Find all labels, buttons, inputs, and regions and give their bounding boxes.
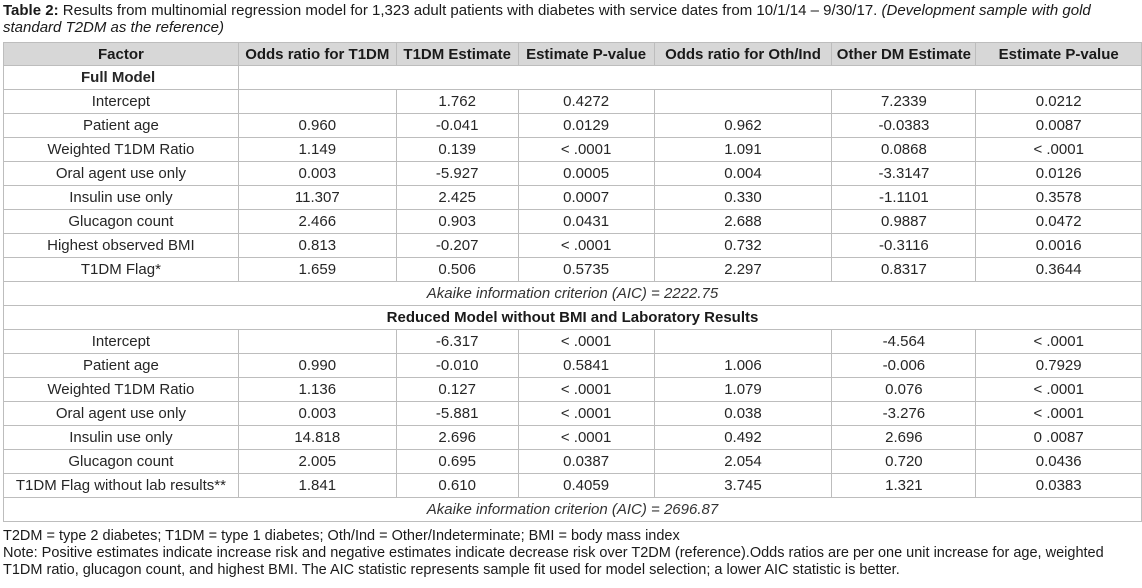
cell-other-p-value: 0.0383 (976, 474, 1142, 498)
cell-t1dm-estimate: 0.127 (396, 378, 518, 402)
cell-t1dm-p-value: 0.4272 (518, 90, 654, 114)
cell-t1dm-estimate: 1.762 (396, 90, 518, 114)
table-row (4, 474, 1142, 498)
cell-t1dm-p-value: 0.0005 (518, 162, 654, 186)
cell-odds-ratio-oth-ind: 2.054 (654, 450, 832, 474)
cell-other-dm-estimate: -0.3116 (832, 234, 976, 258)
cell-other-p-value: 0.7929 (976, 354, 1142, 378)
caption-text: Results from multinomial regression model for 1,323 adult patients with diabetes with service dates from 10/1/14 – 9/30/17. (58, 2, 882, 19)
cell-t1dm-p-value: 0.0431 (518, 210, 654, 234)
cell-factor: Glucagon count (4, 210, 239, 234)
cell-other-p-value: 0.0436 (976, 450, 1142, 474)
cell-t1dm-estimate: 0.610 (396, 474, 518, 498)
cell-t1dm-p-value: < .0001 (518, 426, 654, 450)
cell-odds-ratio-oth-ind: 0.492 (654, 426, 832, 450)
header-row (4, 43, 1142, 66)
caption-italic-note: (Development sample with gold standard T2DM as the reference) (3, 2, 1091, 36)
cell-other-dm-estimate: 1.321 (832, 474, 976, 498)
cell-t1dm-p-value: 0.0007 (518, 186, 654, 210)
cell-other-p-value: < .0001 (976, 330, 1142, 354)
cell-t1dm-p-value: 0.0387 (518, 450, 654, 474)
cell-t1dm-estimate: 2.425 (396, 186, 518, 210)
cell-other-dm-estimate: 0.0868 (832, 138, 976, 162)
cell-other-dm-estimate: -1.1101 (832, 186, 976, 210)
cell-other-p-value: 0.0016 (976, 234, 1142, 258)
cell-odds-ratio-t1dm: 2.466 (238, 210, 396, 234)
cell-t1dm-estimate: -6.317 (396, 330, 518, 354)
cell-other-p-value: 0.3644 (976, 258, 1142, 282)
cell-t1dm-estimate: -5.927 (396, 162, 518, 186)
cell-t1dm-estimate: 2.696 (396, 426, 518, 450)
cell-other-dm-estimate: 0.720 (832, 450, 976, 474)
header-factor: Factor (4, 43, 239, 66)
cell-odds-ratio-t1dm: 0.003 (238, 402, 396, 426)
cell-other-p-value: 0.0087 (976, 114, 1142, 138)
table-row (4, 450, 1142, 474)
cell-factor: Patient age (4, 354, 239, 378)
caption-label: Table 2: (3, 2, 59, 19)
cell-factor: Patient age (4, 114, 239, 138)
cell-odds-ratio-oth-ind: 0.962 (654, 114, 832, 138)
table-row (4, 186, 1142, 210)
cell-t1dm-p-value: < .0001 (518, 378, 654, 402)
table-row (4, 426, 1142, 450)
cell-odds-ratio-t1dm: 11.307 (238, 186, 396, 210)
cell-factor: Intercept (4, 90, 239, 114)
regression-results-table (3, 42, 1142, 522)
cell-odds-ratio-t1dm (238, 330, 396, 354)
cell-other-dm-estimate: 0.8317 (832, 258, 976, 282)
cell-odds-ratio-oth-ind: 1.091 (654, 138, 832, 162)
cell-odds-ratio-oth-ind: 0.004 (654, 162, 832, 186)
cell-odds-ratio-oth-ind (654, 330, 832, 354)
cell-odds-ratio-oth-ind: 1.079 (654, 378, 832, 402)
cell-odds-ratio-oth-ind (654, 90, 832, 114)
cell-other-p-value: < .0001 (976, 378, 1142, 402)
cell-t1dm-estimate: 0.139 (396, 138, 518, 162)
cell-t1dm-estimate: 0.903 (396, 210, 518, 234)
cell-t1dm-p-value: 0.4059 (518, 474, 654, 498)
cell-t1dm-p-value: < .0001 (518, 402, 654, 426)
cell-other-dm-estimate: 2.696 (832, 426, 976, 450)
aic-value: Akaike information criterion (AIC) = 2222.75 (4, 282, 1142, 306)
table-footnotes (3, 528, 1139, 579)
section-row-full-model (4, 66, 1142, 90)
cell-other-p-value: 0.3578 (976, 186, 1142, 210)
cell-t1dm-p-value: 0.5841 (518, 354, 654, 378)
cell-t1dm-p-value: 0.0129 (518, 114, 654, 138)
table-row (4, 402, 1142, 426)
table-row (4, 90, 1142, 114)
interpretation-note: Note: Positive estimates indicate increase risk and negative estimates indicate decrease risk over T2DM (reference).Odds ratios are per one unit increase for age, weighted T1DM ratio, glucagon count, and highest BMI. The AIC statistic represents sample fit used for model selection; a lower AIC statistic is better. (3, 545, 1104, 578)
cell-factor: T1DM Flag without lab results** (4, 474, 239, 498)
cell-odds-ratio-oth-ind: 1.006 (654, 354, 832, 378)
cell-odds-ratio-t1dm: 1.136 (238, 378, 396, 402)
section-title: Reduced Model without BMI and Laboratory Results (4, 306, 1142, 330)
cell-other-p-value: < .0001 (976, 402, 1142, 426)
cell-other-dm-estimate: -0.0383 (832, 114, 976, 138)
cell-factor: Oral agent use only (4, 402, 239, 426)
aic-value: Akaike information criterion (AIC) = 2696.87 (4, 498, 1142, 522)
cell-t1dm-estimate: -5.881 (396, 402, 518, 426)
cell-other-dm-estimate: -4.564 (832, 330, 976, 354)
table-row (4, 162, 1142, 186)
table-row (4, 210, 1142, 234)
table-row (4, 378, 1142, 402)
header-odds-ratio-oth-ind: Odds ratio for Oth/Ind (654, 43, 832, 66)
aic-row (4, 282, 1142, 306)
cell-t1dm-estimate: -0.010 (396, 354, 518, 378)
cell-odds-ratio-t1dm (238, 90, 396, 114)
section-row-reduced-model (4, 306, 1142, 330)
cell-odds-ratio-t1dm: 0.960 (238, 114, 396, 138)
table-row (4, 138, 1142, 162)
cell-other-dm-estimate: 0.076 (832, 378, 976, 402)
cell-t1dm-estimate: 0.506 (396, 258, 518, 282)
cell-t1dm-estimate: 0.695 (396, 450, 518, 474)
cell-other-dm-estimate: 0.9887 (832, 210, 976, 234)
cell-t1dm-p-value: < .0001 (518, 138, 654, 162)
cell-other-p-value: 0.0472 (976, 210, 1142, 234)
table-caption (3, 2, 1139, 36)
cell-other-dm-estimate: -3.276 (832, 402, 976, 426)
cell-odds-ratio-t1dm: 1.659 (238, 258, 396, 282)
cell-t1dm-p-value: < .0001 (518, 330, 654, 354)
abbreviations-note: T2DM = type 2 diabetes; T1DM = type 1 diabetes; Oth/Ind = Other/Indeterminate; BMI = body mass index (3, 528, 680, 544)
cell-odds-ratio-t1dm: 14.818 (238, 426, 396, 450)
cell-t1dm-estimate: -0.207 (396, 234, 518, 258)
cell-factor: Glucagon count (4, 450, 239, 474)
header-other-dm-estimate: Other DM Estimate (832, 43, 976, 66)
aic-row (4, 498, 1142, 522)
cell-odds-ratio-t1dm: 1.149 (238, 138, 396, 162)
cell-odds-ratio-t1dm: 1.841 (238, 474, 396, 498)
cell-factor: Highest observed BMI (4, 234, 239, 258)
header-t1dm-estimate: T1DM Estimate (396, 43, 518, 66)
cell-other-dm-estimate: 7.2339 (832, 90, 976, 114)
cell-odds-ratio-oth-ind: 0.038 (654, 402, 832, 426)
header-odds-ratio-t1dm: Odds ratio for T1DM (238, 43, 396, 66)
cell-odds-ratio-t1dm: 2.005 (238, 450, 396, 474)
cell-other-dm-estimate: -0.006 (832, 354, 976, 378)
cell-odds-ratio-oth-ind: 2.688 (654, 210, 832, 234)
table-body (4, 66, 1142, 522)
table-row (4, 354, 1142, 378)
cell-factor: Insulin use only (4, 426, 239, 450)
table-row (4, 330, 1142, 354)
section-spacer (238, 66, 1141, 90)
cell-odds-ratio-oth-ind: 2.297 (654, 258, 832, 282)
cell-t1dm-p-value: 0.5735 (518, 258, 654, 282)
cell-t1dm-p-value: < .0001 (518, 234, 654, 258)
cell-odds-ratio-t1dm: 0.813 (238, 234, 396, 258)
cell-factor: Oral agent use only (4, 162, 239, 186)
section-title: Full Model (4, 66, 239, 90)
cell-odds-ratio-t1dm: 0.990 (238, 354, 396, 378)
cell-factor: Weighted T1DM Ratio (4, 378, 239, 402)
cell-other-p-value: 0.0212 (976, 90, 1142, 114)
cell-factor: Insulin use only (4, 186, 239, 210)
cell-other-p-value: 0 .0087 (976, 426, 1142, 450)
cell-factor: Intercept (4, 330, 239, 354)
cell-odds-ratio-oth-ind: 3.745 (654, 474, 832, 498)
cell-other-dm-estimate: -3.3147 (832, 162, 976, 186)
cell-odds-ratio-t1dm: 0.003 (238, 162, 396, 186)
cell-other-p-value: < .0001 (976, 138, 1142, 162)
cell-odds-ratio-oth-ind: 0.732 (654, 234, 832, 258)
table-row (4, 234, 1142, 258)
table-row (4, 258, 1142, 282)
header-other-p-value: Estimate P-value (976, 43, 1142, 66)
header-t1dm-p-value: Estimate P-value (518, 43, 654, 66)
table-row (4, 114, 1142, 138)
cell-other-p-value: 0.0126 (976, 162, 1142, 186)
cell-factor: Weighted T1DM Ratio (4, 138, 239, 162)
cell-t1dm-estimate: -0.041 (396, 114, 518, 138)
cell-factor: T1DM Flag* (4, 258, 239, 282)
cell-odds-ratio-oth-ind: 0.330 (654, 186, 832, 210)
